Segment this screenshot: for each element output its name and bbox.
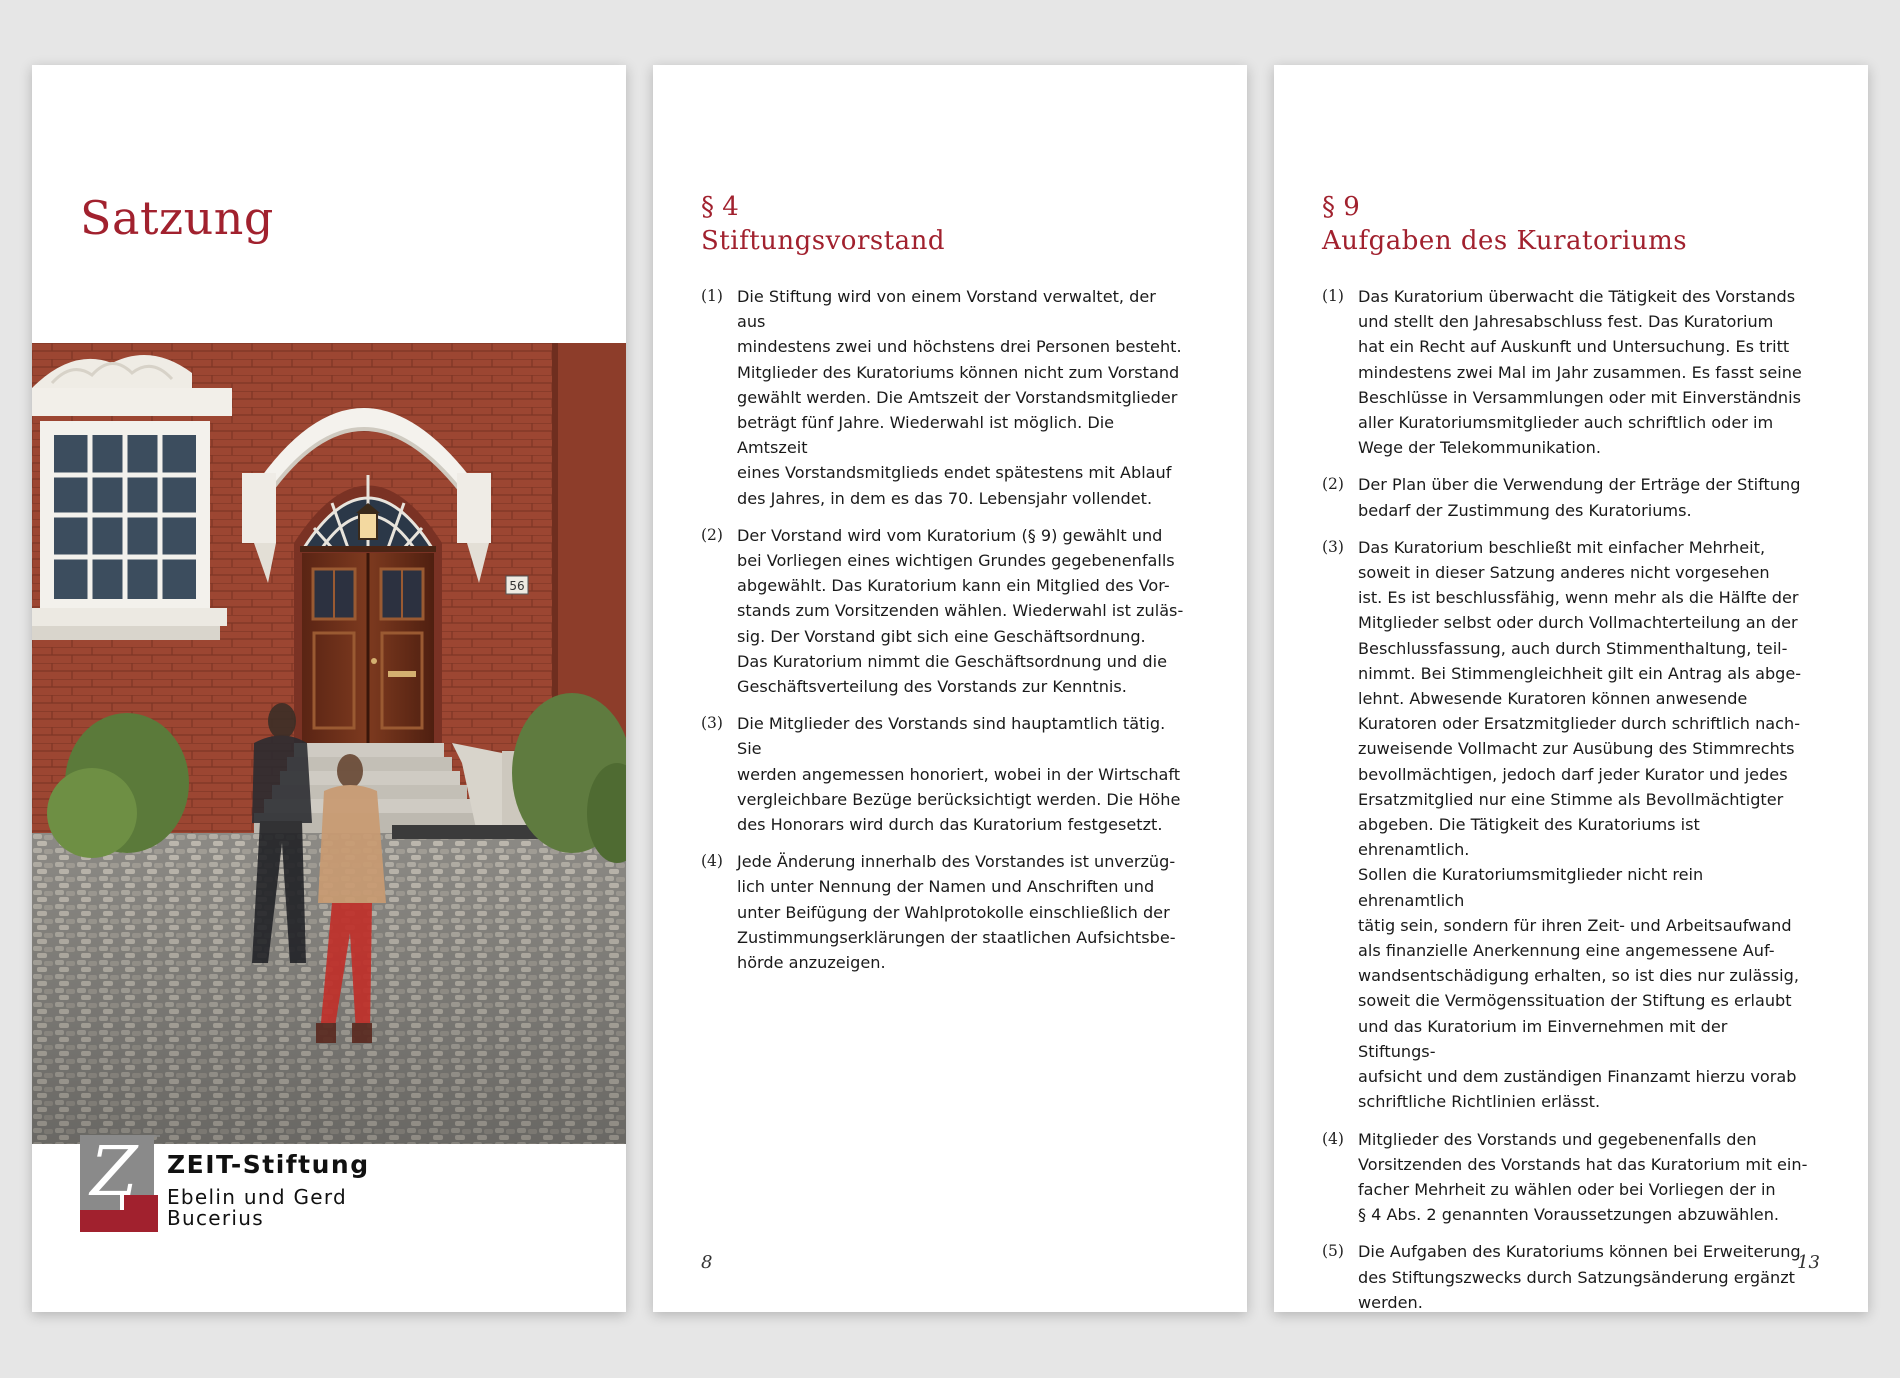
paragraph [701, 523, 1231, 699]
paragraph-text: Der Plan über die Verwendung der Erträge der Stiftung bedarf der Zustimmung des Kuratoriums. [1358, 475, 1801, 520]
paragraph-number: (4) [701, 852, 723, 871]
paragraph-text: Das Kuratorium überwacht die Tätigkeit des Vorstands und stellt den Jahresabschluss fest. Das Kuratorium hat ein Recht auf Auskunft und Untersuchung. Es tritt mindestens zwei Mal im Jahr zusammen. Es fasst seine Beschlüsse in Versammlungen oder mit Einverständnis aller Kuratoriumsmitglieder auch schriftlich oder im Wege der Telekommunikation. [1358, 287, 1802, 458]
house-number: 56 [509, 579, 525, 593]
building-entrance-photo [32, 343, 626, 1144]
page-number: 8 [701, 1252, 713, 1273]
paragraph-number: (3) [1322, 537, 1344, 556]
paragraph-list [1322, 284, 1852, 1312]
paragraph-number: (1) [1322, 287, 1344, 305]
paragraph-number: (3) [701, 714, 723, 733]
paragraph [1322, 1239, 1852, 1312]
paragraph-list [701, 284, 1231, 987]
paragraph [701, 284, 1231, 511]
section-number: § 9 [1322, 192, 1360, 222]
page-section-9 [1274, 65, 1868, 1312]
cover-title: Satzung [80, 191, 274, 245]
paragraph-text: Jede Änderung innerhalb des Vorstandes ist unverzüg- lich unter Nennung der Namen und Anschriften und unter Beifügung der Wahlprotokolle einschließlich der Zustimmungserklärungen der staatlichen Aufsichtsbe- hörde anzuzeigen. [737, 852, 1176, 973]
paragraph-number: (2) [1322, 475, 1344, 494]
paragraph-number: (1) [701, 287, 723, 305]
paragraph-text: Mitglieder des Vorstands und gegebenenfalls den Vorsitzenden des Vorstands hat das Kuratorium mit ein- facher Mehrheit zu wählen oder bei Vorliegen der in § 4 Abs. 2 genannten Voraussetzungen abzuwählen. [1358, 1129, 1808, 1225]
paragraph-text: Das Kuratorium beschließt mit einfacher Mehrheit, soweit in dieser Satzung anderes nicht vorgesehen ist. Es ist beschlussfähig, wenn mehr als die Hälfte der Mitglieder selbst oder durch Vollmachterteilung an der Beschlussfassung, auch durch Stimmenthaltung, teil- nimmt. Bei Stimmengleichheit gilt ein Antrag als abge- lehnt. Abwesende Kuratoren können anwesende Kuratoren oder Ersatzmitglieder durch schriftlich nach- zuweisende Vollmacht zur Ausübung des Stimmrechts bevollmächtigen, jedoch darf jeder Kurator und jedes Ersatzmitglied nur eine Stimme als Bevollmächtigter abgeben. Die Tätigkeit des Kuratoriums ist ehrenamtlich. Sollen die Kuratoriumsmitglieder nicht rein ehrenamtlich tätig sein, sondern für ihren Zeit- und Arbeitsaufwand als finanzielle Anerkennung eine angemessene Auf- wandsentschädigung erhalten, so ist dies nur zulässig, soweit die Vermögenssituation der Stiftung es erlaubt und das Kuratorium im Einvernehmen mit der Stiftungs- aufsicht und dem zuständigen Finanzamt hierzu vorab schriftliche Richtlinien erlässt. [1358, 537, 1802, 1112]
paragraph [1322, 472, 1852, 522]
logo-subline-2: Bucerius [167, 1206, 264, 1230]
paragraph-text: Die Mitglieder des Vorstands sind hauptamtlich tätig. Sie werden angemessen honoriert, wobei in der Wirtschaft vergleichbare Bezüge berücksichtigt werden. Die Höhe des Honorars wird durch das Kuratorium festgesetzt. [737, 714, 1181, 835]
paragraph-text: Die Stiftung wird von einem Vorstand verwaltet, der aus mindestens zwei und höchstens drei Personen besteht. Mitglieder des Kuratoriums können nicht zum Vorstand gewählt werden. Die Amtszeit der Vorstandsmitglieder beträgt fünf Jahre. Wiederwahl ist möglich. Die Amtszeit eines Vorstandsmitglieds endet spätestens mit Ablauf des Jahres, in dem es das 70. Lebensjahr vollendet. [737, 287, 1182, 508]
page-section-4 [653, 65, 1247, 1312]
logo-mark-letter: Z [90, 1135, 138, 1212]
zeit-stiftung-logo [80, 1135, 400, 1245]
paragraph [1322, 535, 1852, 1115]
logo-name: ZEIT-Stiftung [167, 1150, 370, 1179]
logo-subline-1: Ebelin und Gerd [167, 1185, 348, 1209]
page-number: 13 [1797, 1252, 1820, 1273]
paragraph-number: (5) [1322, 1242, 1344, 1261]
cover-page [32, 65, 626, 1312]
section-title: Aufgaben des Kuratoriums [1322, 226, 1688, 256]
logo-subline [167, 1187, 347, 1229]
section-title: Stiftungsvorstand [701, 226, 946, 256]
paragraph-number: (4) [1322, 1129, 1344, 1148]
paragraph [701, 849, 1231, 975]
paragraph-text: Der Vorstand wird vom Kuratorium (§ 9) gewählt und bei Vorliegen eines wichtigen Grundes gegebenenfalls abgewählt. Das Kuratorium kann ein Mitglied des Vor- stands zum Vorsitzenden wählen. Wiederwahl ist zuläs- sig. Der Vorstand gibt sich eine Geschäftsordnung. Das Kuratorium nimmt die Geschäftsordnung und die Geschäftsverteilung des Vorstands zur Kenntnis. [737, 525, 1184, 697]
section-number: § 4 [701, 192, 739, 222]
paragraph [1322, 284, 1852, 460]
paragraph-number: (2) [701, 525, 723, 544]
paragraph [1322, 1127, 1852, 1228]
paragraph-text: Die Aufgaben des Kuratoriums können bei Erweiterung des Stiftungszwecks durch Satzungsänderung ergänzt werden. [1358, 1242, 1801, 1312]
zeit-stiftung-logo-mark [80, 1135, 160, 1233]
paragraph [701, 711, 1231, 837]
